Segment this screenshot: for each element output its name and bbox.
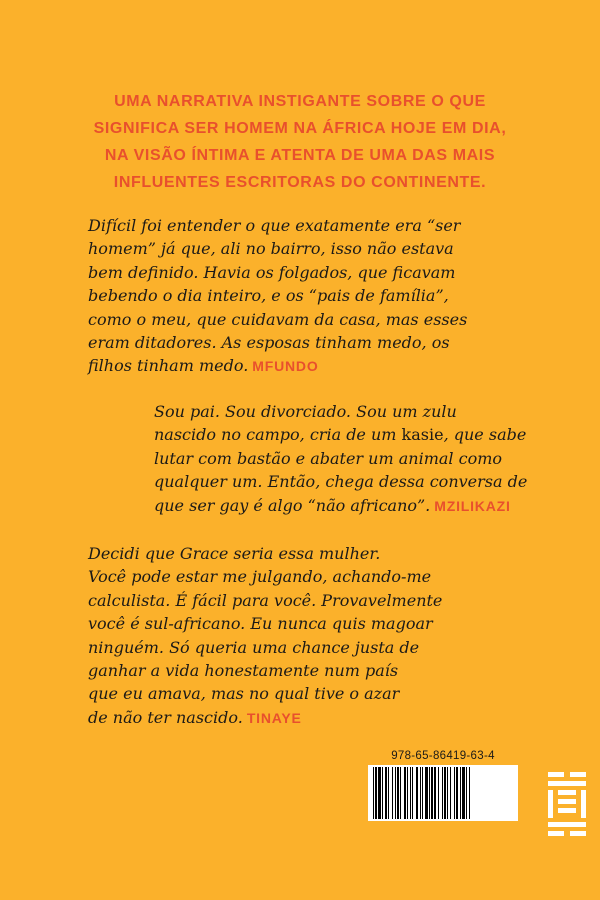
quote-line: Difícil foi entender o que exatamente era “ser — [88, 216, 461, 235]
quote-line: bebendo o dia inteiro, e os “pais de família”, — [88, 286, 449, 306]
quote-line: Sou pai. Sou divorciado. Sou um zulu — [154, 402, 457, 421]
quote-mzilikazi — [154, 400, 544, 518]
tagline-line: INFLUENTES ESCRITORAS DO CONTINENTE. — [113, 174, 487, 191]
barcode — [368, 765, 518, 821]
quote-tinaye — [88, 542, 528, 730]
emphasized-word: kasie — [401, 425, 444, 445]
character-name: MZILIKAZI — [434, 497, 511, 514]
quote-text: , que sabe — [443, 425, 527, 445]
quote-line: ninguém. Só queria uma chance justa de — [88, 637, 420, 657]
tagline-line: UMA NARRATIVA INSTIGANTE SOBRE O QUE — [114, 93, 486, 110]
quote-line: você é sul-africano. Eu nunca quis magoar — [88, 614, 433, 634]
quote-line: ganhar a vida honestamente num país — [88, 661, 399, 681]
quote-line: Decidi que Grace seria essa mulher. — [88, 544, 381, 563]
quote-line — [154, 423, 544, 446]
isbn-block — [368, 750, 518, 821]
quote-text: de não ter nascido. — [88, 707, 243, 727]
quote-line — [88, 706, 528, 730]
quote-text: filhos tinham medo. — [88, 356, 249, 376]
barcode-icon — [371, 767, 515, 819]
quote-text: que ser gay é algo “não africano”. — [154, 495, 431, 515]
quote-line: homem” já que, ali no bairro, isso não estava — [88, 239, 454, 259]
tagline-line: NA VISÃO ÍNTIMA E ATENTA DE UMA DAS MAIS — [104, 147, 496, 164]
isbn-number: 978-65-86419-63-4 — [391, 750, 495, 762]
quote-line: Você pode estar me julgando, achando-me — [88, 567, 432, 587]
quote-line: bem definido. Havia os folgados, que ficavam — [88, 262, 456, 282]
quote-line: lutar com bastão e abater um animal como — [154, 448, 502, 468]
quote-line: que eu amava, mas no qual tive o azar — [88, 684, 400, 704]
quote-text: nascido no campo, cria de um — [154, 425, 402, 445]
character-name: MFUNDO — [252, 358, 319, 375]
character-name: TINAYE — [246, 709, 302, 726]
quote-line: eram ditadores. As esposas tinham medo, os — [88, 333, 450, 353]
publisher-logo-icon — [548, 772, 586, 836]
quote-line: qualquer um. Então, chega dessa conversa de — [154, 472, 528, 492]
tagline — [75, 88, 525, 196]
quote-line: como o meu, que cuidavam da casa, mas esses — [88, 309, 468, 329]
quote-line — [154, 494, 544, 518]
quote-mfundo — [88, 214, 528, 379]
quote-line: calculista. É fácil para você. Provavelmente — [88, 590, 443, 610]
tagline-line: SIGNIFICA SER HOMEM NA ÁFRICA HOJE EM DIA, — [93, 120, 507, 137]
quote-line — [88, 354, 528, 378]
